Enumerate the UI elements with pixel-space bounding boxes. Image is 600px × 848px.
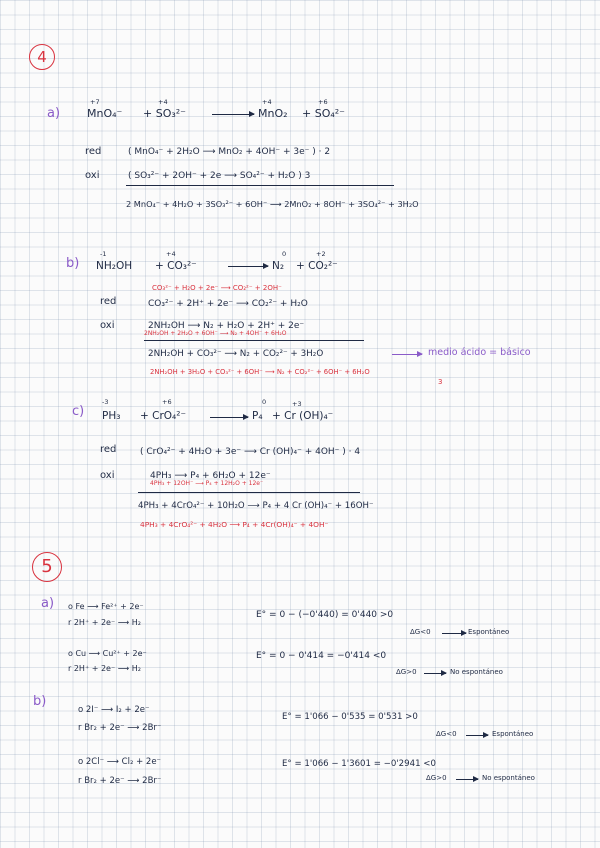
oxidation-state: +4	[158, 98, 168, 106]
gibbs-sign: ΔG>0	[426, 774, 447, 782]
cell-potential: E° = 1'066 − 1'3601 = −0'2941 <0	[282, 759, 436, 769]
equation-reactant: MnO₄⁻	[87, 107, 123, 120]
half-reaction: ( CrO₄²⁻ + 4H₂O + 3e⁻ ⟶ Cr (OH)₄⁻ + 4OH⁻ ) · 4	[140, 447, 361, 457]
gibbs-sign: ΔG>0	[396, 668, 417, 676]
reaction-arrow	[210, 417, 248, 418]
overall-equation-basic: 2NH₂OH + 3H₂O + CO₃²⁻ + 6OH⁻ ⟶ N₂ + CO₂²⁻ + 6OH⁻ + 6H₂O	[150, 368, 370, 376]
result-arrow	[456, 779, 478, 780]
sum-rule	[144, 340, 364, 341]
result-arrow	[442, 633, 466, 634]
half-reaction-label: red	[85, 146, 102, 157]
question-number: 5	[41, 556, 53, 577]
half-reaction-label: oxi	[85, 170, 100, 181]
cell-potential: E° = 1'066 − 0'535 = 0'531 >0	[282, 712, 418, 722]
equation-product: + SO₄²⁻	[302, 107, 345, 120]
equation-product: P₄	[252, 410, 263, 422]
reaction-arrow	[212, 114, 254, 115]
half-reaction: ( SO₃²⁻ + 2OH⁻ + 2e ⟶ SO₄²⁻ + H₂O ) 3	[128, 171, 311, 181]
half-reaction: o Cu ⟶ Cu²⁺ + 2e⁻	[68, 649, 147, 658]
equation-product: MnO₂	[258, 107, 288, 120]
spontaneity-result: No espontáneo	[482, 774, 535, 782]
half-reaction: r 2H⁺ + 2e⁻ ⟶ H₂	[68, 664, 141, 673]
part-label: a)	[41, 596, 55, 611]
sum-rule	[126, 185, 394, 186]
sum-rule	[138, 492, 360, 493]
half-reaction-label: oxi	[100, 320, 115, 331]
equation-reactant: + CrO₄²⁻	[140, 410, 187, 422]
half-reaction: 2NH₂OH ⟶ N₂ + H₂O + 2H⁺ + 2e⁻	[148, 321, 305, 331]
correction-note: 2NH₂OH + 2H₂O + 6OH⁻ ⟶ N₂ + 4OH⁻ + 6H₂O	[144, 330, 287, 337]
question-number-circle	[32, 552, 62, 582]
equation-product: + Cr (OH)₄⁻	[272, 410, 334, 422]
half-reaction: 4PH₃ ⟶ P₄ + 6H₂O + 12e⁻	[150, 471, 271, 481]
oxidation-state: -1	[100, 250, 107, 258]
result-arrow	[424, 673, 446, 674]
medium-note: medio ácido = básico	[428, 347, 531, 358]
half-reaction: o Fe ⟶ Fe²⁺ + 2e⁻	[68, 602, 144, 611]
overall-equation: 2 MnO₄⁻ + 4H₂O + 3SO₃²⁻ + 6OH⁻ ⟶ 2MnO₂ + 8OH⁻ + 3SO₄²⁻ + 3H₂O	[126, 199, 419, 209]
half-reaction: CO₃²⁻ + 2H⁺ + 2e⁻ ⟶ CO₂²⁻ + H₂O	[148, 299, 308, 309]
oxidation-state: -3	[102, 398, 109, 406]
equation-reactant: PH₃	[102, 410, 121, 422]
oxidation-state: +7	[90, 98, 100, 106]
half-reaction: o 2I⁻ ⟶ I₂ + 2e⁻	[78, 705, 150, 715]
gibbs-sign: ΔG<0	[436, 730, 457, 738]
oxidation-state: 0	[262, 398, 267, 406]
half-reaction-label: red	[100, 296, 117, 307]
half-reaction-label: red	[100, 444, 117, 455]
part-label: a)	[47, 106, 61, 121]
cell-potential: E° = 0 − (−0'440) = 0'440 >0	[256, 610, 394, 620]
part-label: c)	[72, 404, 85, 419]
result-arrow	[466, 735, 488, 736]
oxidation-state: +6	[318, 98, 328, 106]
correction-note: 4PH₃ + 12OH⁻ ⟶ P₄ + 12H₂O + 12e⁻	[150, 480, 264, 487]
oxidation-state: +2	[316, 250, 326, 258]
equation-reactant: NH₂OH	[96, 260, 133, 272]
oxidation-state: +3	[292, 400, 302, 408]
half-reaction: r 2H⁺ + 2e⁻ ⟶ H₂	[68, 618, 141, 627]
equation-product: + CO₂²⁻	[296, 260, 338, 272]
oxidation-state: +4	[166, 250, 176, 258]
spontaneity-result: Espontáneo	[492, 730, 534, 738]
overall-equation-basic: 4PH₃ + 4CrO₄²⁻ + 4H₂O ⟶ P₄ + 4Cr(OH)₄⁻ + 4OH⁻	[140, 520, 329, 529]
part-label: b)	[33, 694, 47, 709]
note-arrow	[392, 354, 422, 355]
half-reaction: ( MnO₄⁻ + 2H₂O ⟶ MnO₂ + 4OH⁻ + 3e⁻ ) · 2	[128, 147, 331, 157]
reaction-arrow	[228, 266, 268, 267]
part-label: b)	[66, 256, 80, 271]
question-number-circle	[29, 44, 55, 70]
overall-equation: 4PH₃ + 4CrO₄²⁻ + 10H₂O ⟶ P₄ + 4 Cr (OH)₄⁻ + 16OH⁻	[138, 501, 374, 511]
question-number: 4	[37, 48, 47, 66]
oxidation-state: 0	[282, 250, 287, 258]
half-reaction: o 2Cl⁻ ⟶ Cl₂ + 2e⁻	[78, 757, 162, 767]
gibbs-sign: ΔG<0	[410, 628, 431, 636]
spontaneity-result: Espontáneo	[468, 628, 510, 636]
half-reaction-label: oxi	[100, 470, 115, 481]
half-reaction: r Br₂ + 2e⁻ ⟶ 2Br⁻	[78, 723, 162, 733]
correction-note: CO₃²⁻ + H₂O + 2e⁻ ⟶ CO₂²⁻ + 2OH⁻	[152, 284, 282, 292]
spontaneity-result: No espontáneo	[450, 668, 503, 676]
correction-number: 3	[438, 378, 443, 386]
equation-product: N₂	[272, 260, 285, 272]
overall-equation: 2NH₂OH + CO₃²⁻ ⟶ N₂ + CO₂²⁻ + 3H₂O	[148, 349, 324, 359]
equation-reactant: + SO₃²⁻	[143, 107, 186, 120]
oxidation-state: +4	[262, 98, 272, 106]
cell-potential: E° = 0 − 0'414 = −0'414 <0	[256, 651, 387, 661]
equation-reactant: + CO₃²⁻	[155, 260, 197, 272]
oxidation-state: +6	[162, 398, 172, 406]
half-reaction: r Br₂ + 2e⁻ ⟶ 2Br⁻	[78, 776, 162, 786]
